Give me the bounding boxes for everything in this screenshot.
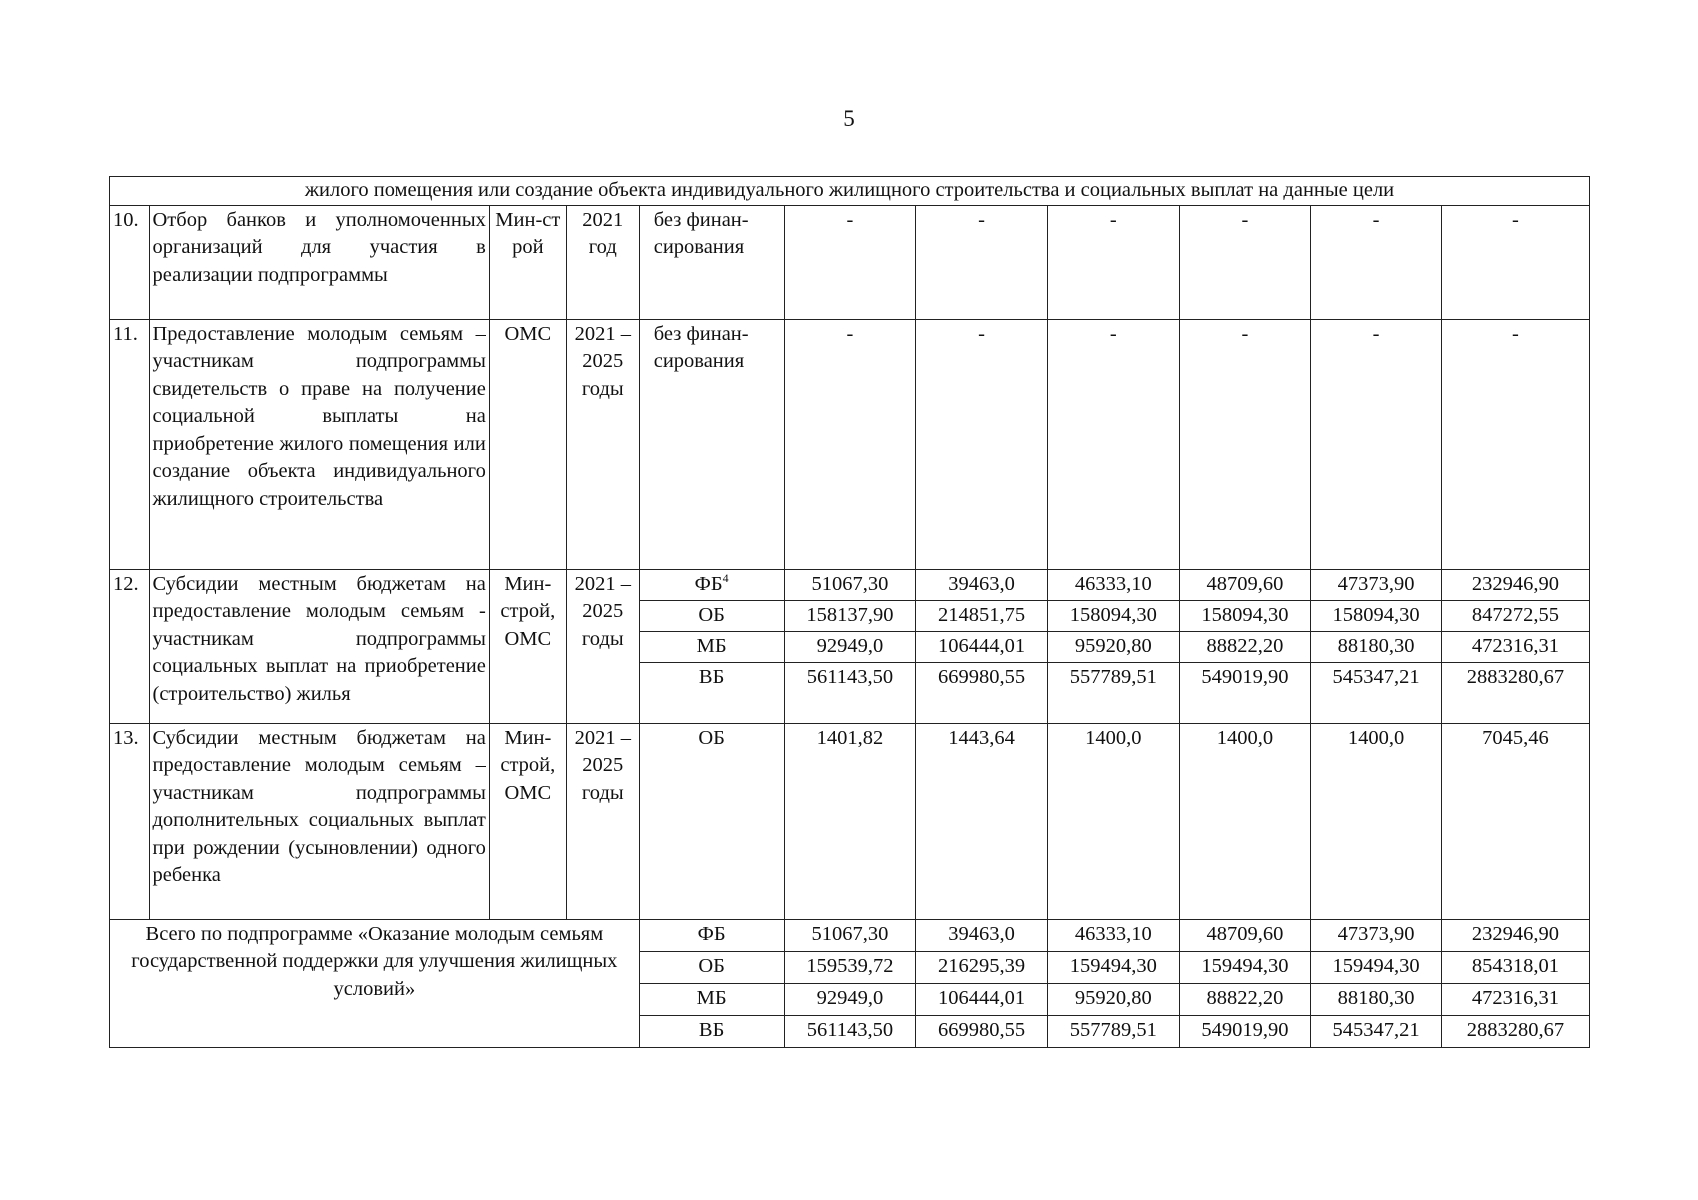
funding-source: ОБ xyxy=(639,600,784,631)
value-cell: 158137,90 xyxy=(784,600,916,631)
value-cell: - xyxy=(1441,205,1589,319)
value-cell: 48709,60 xyxy=(1179,919,1311,951)
value-cell: 557789,51 xyxy=(1047,662,1179,723)
executor: Мин-строй, ОМС xyxy=(489,723,566,919)
value-cell: - xyxy=(916,205,1048,319)
value-cell: 92949,0 xyxy=(784,631,916,662)
value-cell: 158094,30 xyxy=(1179,600,1311,631)
value-cell: 2883280,67 xyxy=(1441,662,1589,723)
value-cell: 549019,90 xyxy=(1179,662,1311,723)
table-row xyxy=(110,205,1590,319)
value-cell: 549019,90 xyxy=(1179,1015,1311,1047)
value-cell: 561143,50 xyxy=(784,1015,916,1047)
page-number: 5 xyxy=(843,106,855,131)
total-row xyxy=(110,919,1590,951)
funding-source: ОБ xyxy=(639,723,784,919)
value-cell: 92949,0 xyxy=(784,983,916,1015)
value-cell: 7045,46 xyxy=(1441,723,1589,919)
row-number: 10. xyxy=(110,205,150,319)
funding-source: ВБ xyxy=(639,662,784,723)
activity-name: Отбор банков и уполномоченных организаций для участия в реализации подпрограммы xyxy=(149,205,489,319)
table-row xyxy=(110,723,1590,919)
funding-source: без финан-сирования xyxy=(639,205,784,319)
continuation-header: жилого помещения или создание объекта индивидуального жилищного строительства и социальных выплат на данные цели xyxy=(110,177,1590,206)
value-cell: 39463,0 xyxy=(916,569,1048,600)
value-cell: 46333,10 xyxy=(1047,569,1179,600)
value-cell: 106444,01 xyxy=(916,983,1048,1015)
value-cell: 232946,90 xyxy=(1441,919,1589,951)
value-cell: - xyxy=(1179,205,1311,319)
row-number: 11. xyxy=(110,319,150,569)
period: 2021 – 2025 годы xyxy=(566,319,639,569)
activity-name: Субсидии местным бюджетам на предоставление молодым семьям – участникам подпрограммы дополнительных социальных выплат при рождении (усыновлении) одного ребенка xyxy=(149,723,489,919)
row-number: 12. xyxy=(110,569,150,723)
table-row xyxy=(110,319,1590,569)
value-cell: 545347,21 xyxy=(1311,662,1442,723)
value-cell: - xyxy=(1441,319,1589,569)
value-cell: 106444,01 xyxy=(916,631,1048,662)
funding-source: ВБ xyxy=(639,1015,784,1047)
value-cell: 545347,21 xyxy=(1311,1015,1442,1047)
value-cell: 159494,30 xyxy=(1047,951,1179,983)
period: 2021 – 2025 годы xyxy=(566,569,639,723)
value-cell: 232946,90 xyxy=(1441,569,1589,600)
funding-source: МБ xyxy=(639,983,784,1015)
value-cell: - xyxy=(1311,205,1442,319)
value-cell: - xyxy=(1047,205,1179,319)
activity-name: Субсидии местным бюджетам на предоставление молодым семьям - участникам подпрограммы социальных выплат на приобретение (строительство) жилья xyxy=(149,569,489,723)
value-cell: 159494,30 xyxy=(1179,951,1311,983)
value-cell: - xyxy=(784,205,916,319)
period: 2021 год xyxy=(566,205,639,319)
value-cell: 51067,30 xyxy=(784,919,916,951)
value-cell: 47373,90 xyxy=(1311,919,1442,951)
value-cell: 854318,01 xyxy=(1441,951,1589,983)
value-cell: 88822,20 xyxy=(1179,631,1311,662)
value-cell: 1400,0 xyxy=(1179,723,1311,919)
executor: Мин-строй, ОМС xyxy=(489,569,566,723)
value-cell: 1401,82 xyxy=(784,723,916,919)
program-activities-table xyxy=(109,176,1590,1048)
value-cell: 159539,72 xyxy=(784,951,916,983)
period: 2021 – 2025 годы xyxy=(566,723,639,919)
value-cell: 472316,31 xyxy=(1441,631,1589,662)
value-cell: 557789,51 xyxy=(1047,1015,1179,1047)
executor: ОМС xyxy=(489,319,566,569)
value-cell: 46333,10 xyxy=(1047,919,1179,951)
value-cell: 1400,0 xyxy=(1047,723,1179,919)
value-cell: - xyxy=(784,319,916,569)
value-cell: - xyxy=(1311,319,1442,569)
value-cell: 2883280,67 xyxy=(1441,1015,1589,1047)
footnote-marker: 4 xyxy=(722,570,729,585)
value-cell: - xyxy=(916,319,1048,569)
value-cell: 158094,30 xyxy=(1311,600,1442,631)
value-cell: 158094,30 xyxy=(1047,600,1179,631)
value-cell: 39463,0 xyxy=(916,919,1048,951)
value-cell: 216295,39 xyxy=(916,951,1048,983)
value-cell: 669980,55 xyxy=(916,1015,1048,1047)
value-cell: - xyxy=(1047,319,1179,569)
value-cell: 847272,55 xyxy=(1441,600,1589,631)
value-cell: 1400,0 xyxy=(1311,723,1442,919)
total-label: Всего по подпрограмме «Оказание молодым семьям государственной поддержки для улучшения жилищных условий» xyxy=(110,919,640,1047)
value-cell: 214851,75 xyxy=(916,600,1048,631)
value-cell: 669980,55 xyxy=(916,662,1048,723)
value-cell: 95920,80 xyxy=(1047,631,1179,662)
value-cell: 88180,30 xyxy=(1311,631,1442,662)
value-cell: 51067,30 xyxy=(784,569,916,600)
funding-source: без финан-сирования xyxy=(639,319,784,569)
table-row xyxy=(110,569,1590,600)
value-cell: 88822,20 xyxy=(1179,983,1311,1015)
row-number: 13. xyxy=(110,723,150,919)
value-cell: 47373,90 xyxy=(1311,569,1442,600)
value-cell: 95920,80 xyxy=(1047,983,1179,1015)
value-cell: 472316,31 xyxy=(1441,983,1589,1015)
funding-source-label: ФБ xyxy=(694,572,723,595)
funding-source: ФБ xyxy=(639,919,784,951)
activity-name: Предоставление молодым семьям – участникам подпрограммы свидетельств о праве на получение социальной выплаты на приобретение жилого помещения или создание объекта индивидуального жилищного строительства xyxy=(149,319,489,569)
value-cell: 1443,64 xyxy=(916,723,1048,919)
executor: Мин-строй xyxy=(489,205,566,319)
value-cell: 561143,50 xyxy=(784,662,916,723)
value-cell: 88180,30 xyxy=(1311,983,1442,1015)
funding-source: МБ xyxy=(639,631,784,662)
value-cell: 159494,30 xyxy=(1311,951,1442,983)
value-cell: - xyxy=(1179,319,1311,569)
funding-source: ОБ xyxy=(639,951,784,983)
value-cell: 48709,60 xyxy=(1179,569,1311,600)
continuation-row xyxy=(110,177,1590,206)
funding-source xyxy=(639,569,784,600)
